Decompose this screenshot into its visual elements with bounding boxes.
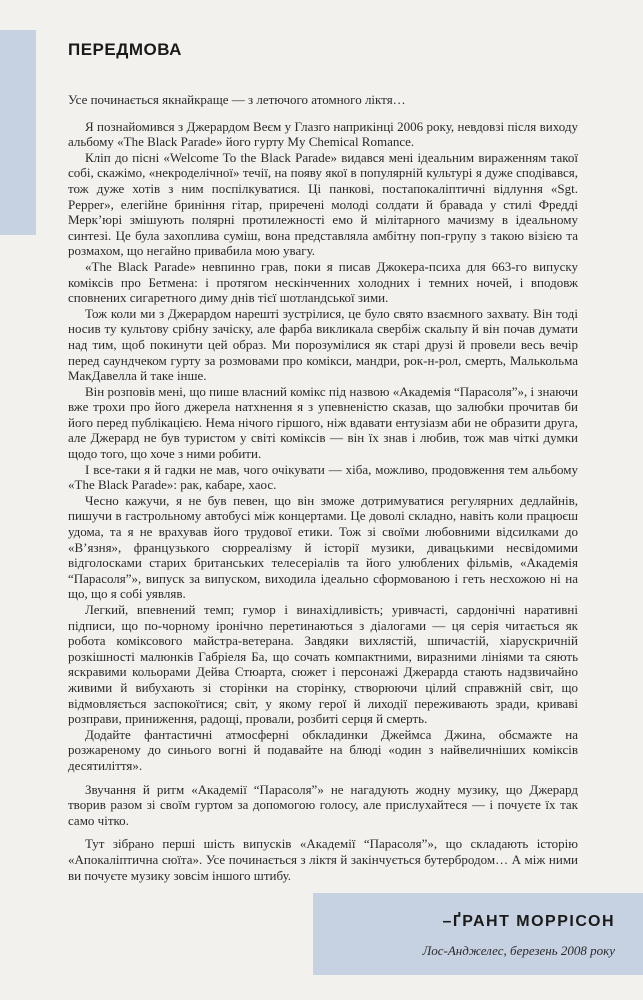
paragraph: Кліп до пісні «Welcome To the Black Parade» видався мені ідеальним вираженням такої собі, скажімо, «некроделічної» течії, на появу якої в популярній культурі я дуже сподівався, тож дуже хотів з ним поспілкуватися. Ці панкові, постапокаліптичні відлуння «Sgt. Pepper», елегійне бриніння гітар, приречені молоді солдати й бравада у стилі Фредді Мерк’юрі змішують полярні протилежності емо й мілітарного мачизму в ідеальному синтезі. Це була захоплива суміш, вона представляла амбітну поп-групу з такою візією та розмахом, що негайно привабила мою увагу. (68, 149, 578, 259)
paragraph: Я познайомився з Джерардом Веєм у Глазго наприкінці 2006 року, невдовзі після виходу альбому «The Black Parade» його гурту My Chemical Romance. (68, 118, 578, 150)
paragraph: Додайте фантастичні атмосферні обкладинки Джеймса Джина, обсмажте на розжареному до синього вогні й подавайте на блюді «один з найвеличніших коміксів десятиліття». (68, 726, 578, 773)
paragraph: Чесно кажучи, я не був певен, що він зможе дотримуватися регулярних дедлайнів, пишучи в гастрольному автобусі між концертами. Це доволі складно, навіть коли працюєш удома, та я не врахував його трудової етики. Тож зі своїми любовними відсилками до «В’язня», французького сюрреалізму й історії музики, дивацькими несвідомими відголосками старих британських телесеріалів та його улюблених фільмів, «Академія “Парасоля”», випуск за випуском, виходила ідеально сформованою і геть несхожою ні на що, що я собі уявляв. (68, 492, 578, 602)
signature-place-date: Лос-Анджелес, березень 2008 року (422, 943, 615, 958)
author-signature: –ҐРАНТ МОРРІСОН (442, 913, 615, 930)
paragraph: І все-таки я й гадки не мав, чого очікувати — хіба, можливо, продовження тем альбому «The Black Parade»: рак, кабаре, хаос. (68, 461, 578, 493)
paragraph: Тож коли ми з Джерардом нарешті зустрілися, це було свято взаємного захвату. Він тоді носив ту культову срібну зачіску, але фарба викликала свербіж скальпу й він почав думати над тим, щоб покинути цей образ. Ми порозумілися як старі друзі й провели весь вечір перед саундчеком гурту за розмовами про комікси, мандри, рок-н-рол, смерть, Малькольма МакДавелла й таке інше. (68, 305, 578, 384)
paragraph: Звучання й ритм «Академії “Парасоля”» не нагадують жодну музику, що Джерард творив разом зі своїм гуртом за допомогою голосу, але прислухайтеся — і почуєте їх так само чітко. (68, 781, 578, 828)
paragraph: «The Black Parade» невпинно грав, поки я писав Джокера-психа для 663-го випуску коміксів про Бетмена: і протягом нескінченних холодних і темних ночей, і вподовж сповнених сигаретного диму днів тієї шотландської зими. (68, 258, 578, 306)
signature-band (313, 893, 643, 975)
side-accent-band (0, 30, 36, 235)
paragraph: Він розповів мені, що пише власний комікс під назвою «Академія “Парасоля”», і знаючи вже трохи про його джерела натхнення я з упевненістю сказав, що залюбки прочитав би його перед публікацією. Нема нічого гіршого, ніж вдавати ентузіазм аби не образити друга, але Джерард не був туристом у світі коміксів — він їх знав і любив, тож мав чіткі думки щодо того, що хоче з ними робити. (68, 383, 578, 462)
page-title: ПЕРЕДМОВА (68, 40, 182, 59)
lead-sentence: Усе починається якнайкраще — з летючого атомного ліктя… (68, 92, 406, 107)
foreword-body (68, 92, 578, 883)
paragraph: Тут зібрано перші шість випусків «Академії “Парасоля”», що складають історію «Апокаліптична сюїта». Усе починається з ліктя й закінчується бутербродом… А між ними ви почуєте музику зовсім іншого штибу. (68, 836, 578, 883)
paragraph: Легкий, впевнений темп; гумор і винахідливість; уривчасті, сардонічні наративні підписи, що по-чорному іронічно перетинаються з діалогами — ця серія читається як робота коміксового майстра-ветерана. Завдяки вихлястій, шпичастій, хіарускричній розкішності малюнків Габріеля Ба, що сочать компактними, виразними лініями та сяють яскравими кольорами Дейва Стюарта, сюжет і персонажі Джерарда стають надзвичайно живими й вибухають зі сторінки на сторінку, створюючи цілий справжній світ, що відмовляється заспокоїтися; світ, у якому герої й лиходії переживають зради, криваві розправи, приниження, радощі, провали, розбиті серця й смерть. (68, 602, 578, 727)
